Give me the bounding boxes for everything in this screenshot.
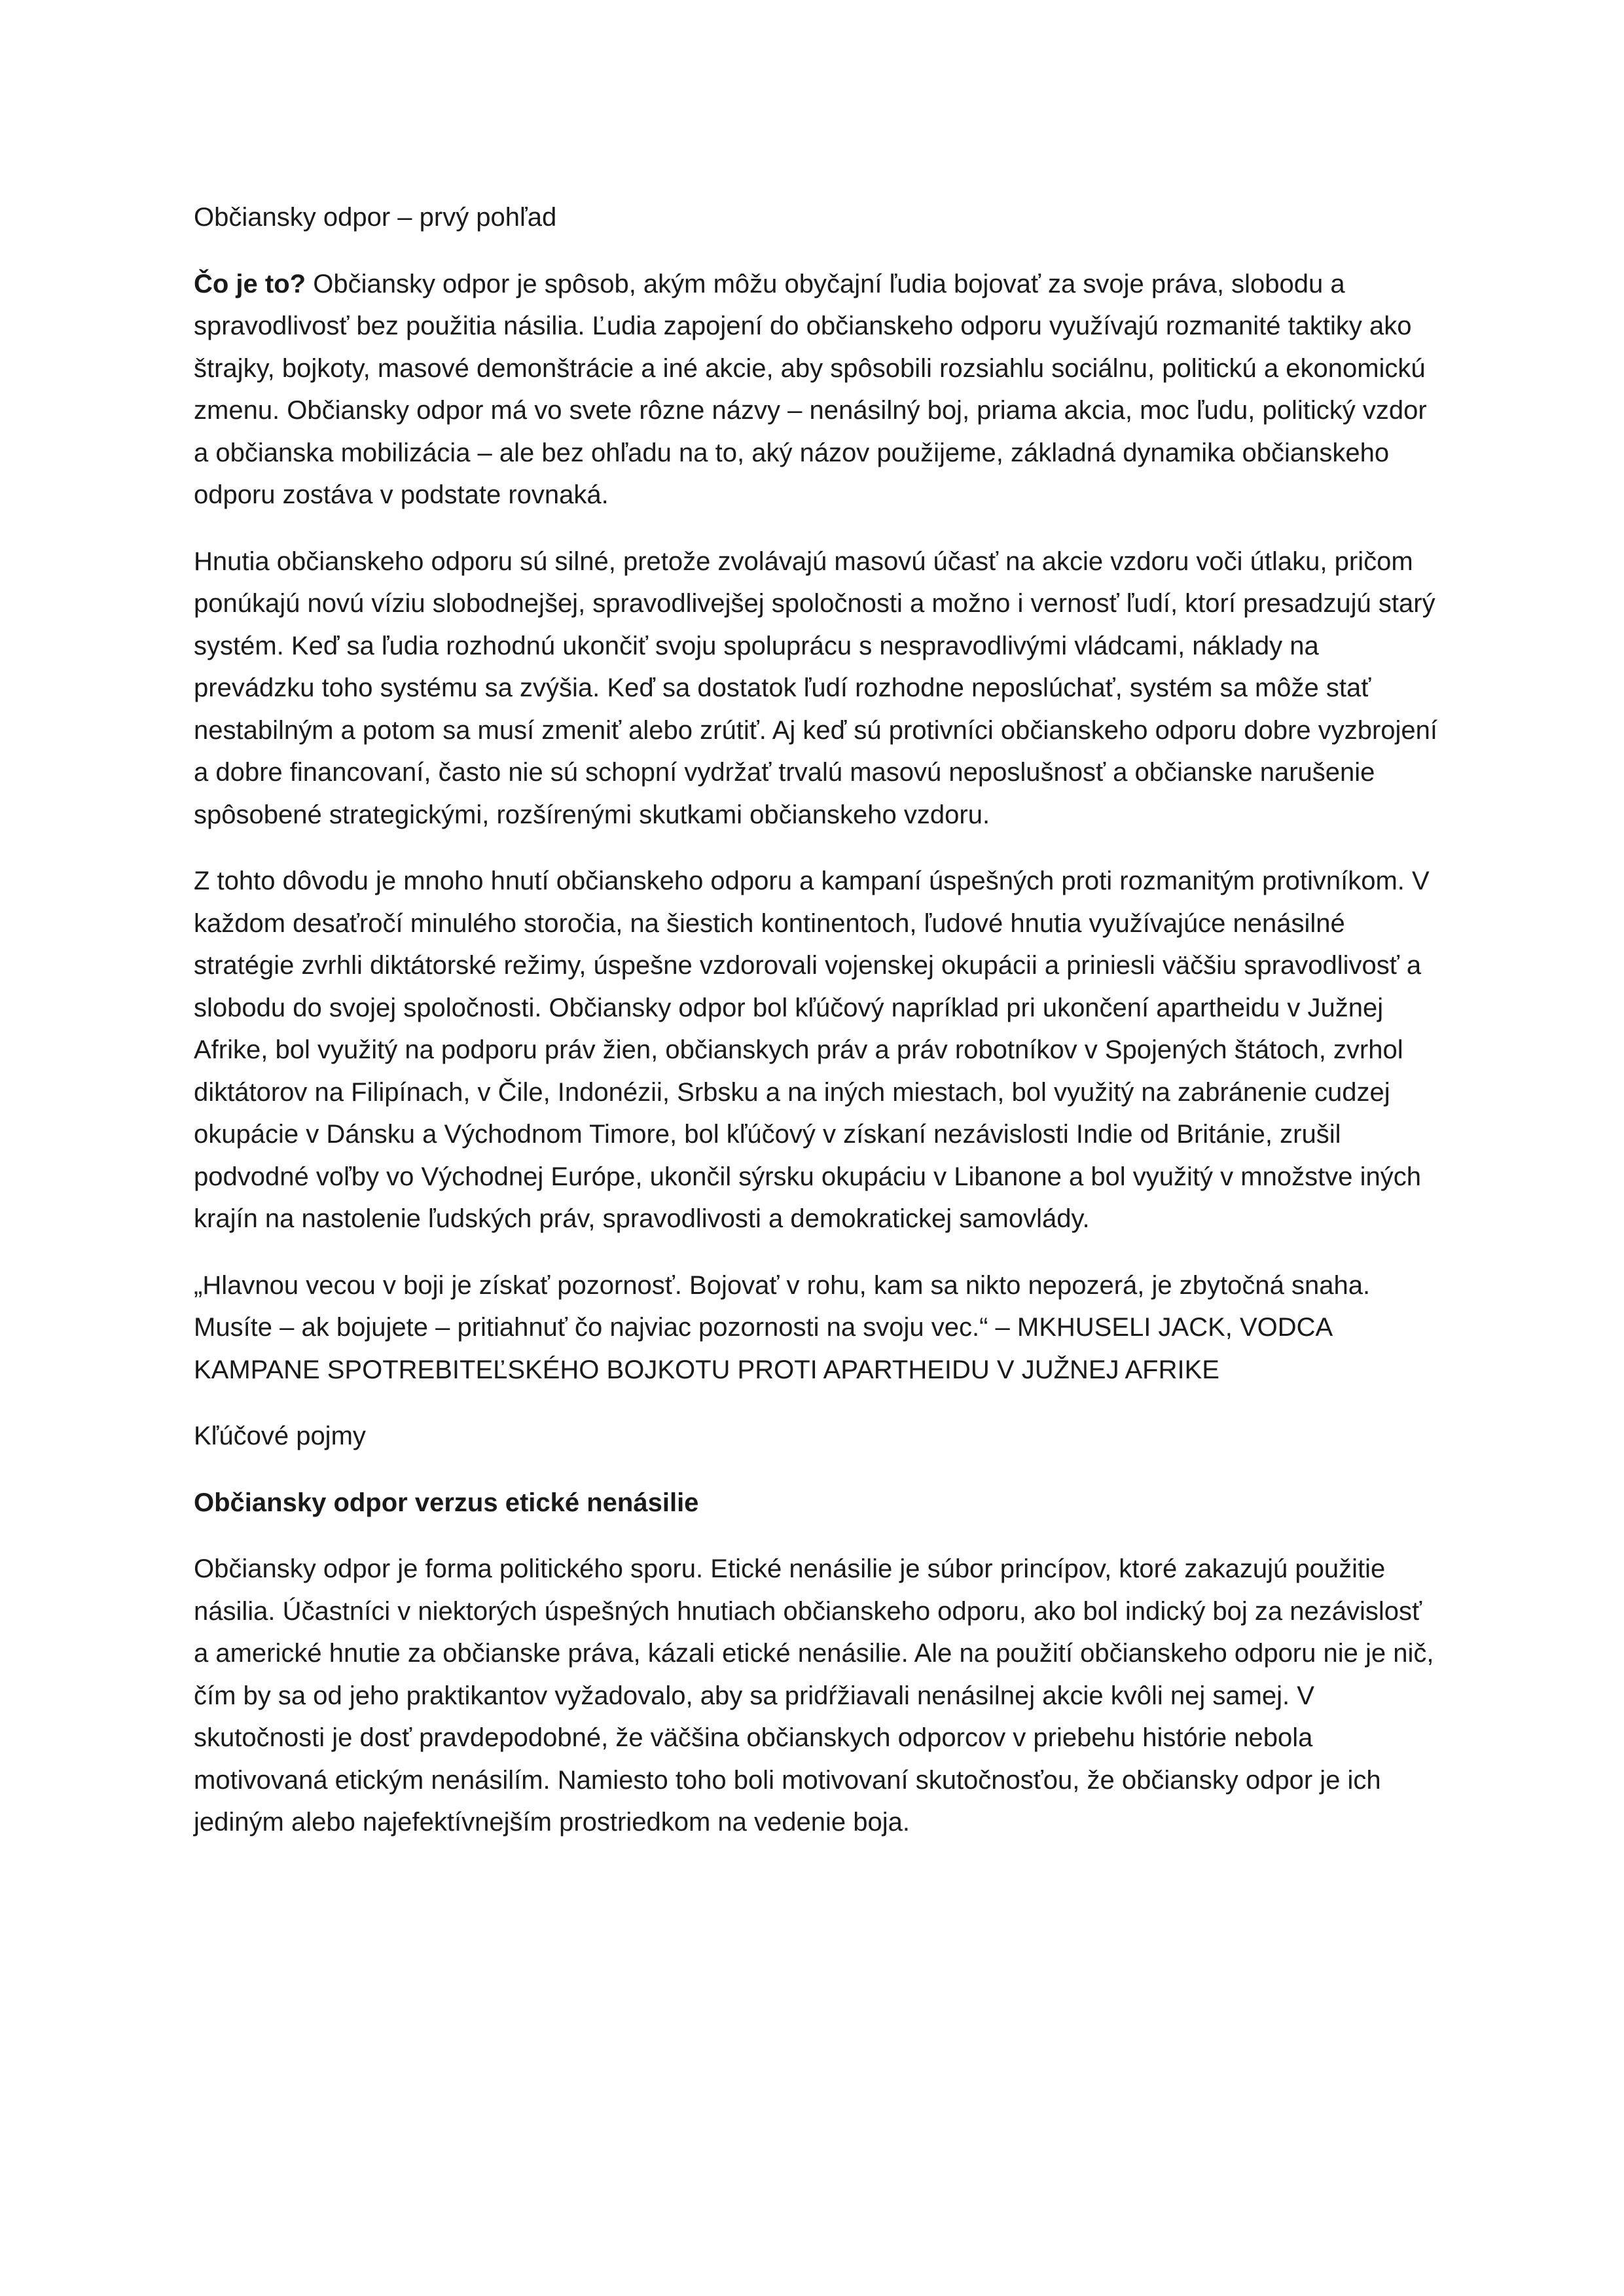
intro-text: Občiansky odpor je spôsob, akým môžu obyčajní ľudia bojovať za svoje práva, slobodu a spravodlivosť bez použitia násilia. Ľudia zapojení do občianskeho odporu využívajú rozmanité taktiky ako štrajky, bojkoty, masové demonštrácie a iné akcie, aby spôsobili rozsiahlu sociálnu, politickú a ekonomickú zmenu. Občiansky odpor má vo svete rôzne názvy – nenásilný boj, priama akcia, moc ľudu, politický vzdor a občianska mobilizácia – ale bez ohľadu na to, aký názov použijeme, základná dynamika občianskeho odporu zostáva v podstate rovnaká. [194,269,1427,509]
paragraph-movements-strength: Hnutia občianskeho odporu sú silné, pretože zvolávajú masovú účasť na akcie vzdoru voči útlaku, pričom ponúkajú novú víziu slobodnejšej, spravodlivejšej spoločnosti a možno i vernosť ľudí, ktorí presadzujú starý systém. Keď sa ľudia rozhodnú ukončiť svoju spoluprácu s nespravodlivými vládcami, náklady na prevádzku toho systému sa zvýšia. Keď sa dostatok ľudí rozhodne neposlúchať, systém sa môže stať nestabilným a potom sa musí zmeniť alebo zrútiť. Aj keď sú protivníci občianskeho odporu dobre vyzbrojení a dobre financovaní, často nie sú schopní vydržať trvalú masovú neposlušnosť a občianske narušenie spôsobené strategickými, rozšírenými skutkami občianskeho vzdoru. [194,547,1437,829]
intro-lead: Čo je to? [194,269,306,298]
paragraph-successful-campaigns: Z tohto dôvodu je mnoho hnutí občianskeho odporu a kampaní úspešných proti rozmanitým protivníkom. V každom desaťročí minulého storočia, na šiestich kontinentoch, ľudové hnutia využívajúce nenásilné stratégie zvrhli diktátorské režimy, úspešne vzdorovali vojenskej okupácii a priniesli väčšiu spravodlivosť a slobodu do svojej spoločnosti. Občiansky odpor bol kľúčový napríklad pri ukončení apartheidu v Južnej Afrike, bol využitý na podporu práv žien, občianskych práv a práv robotníkov v Spojených štátoch, zvrhol diktátorov na Filipínach, v Čile, Indonézii, Srbsku a na iných miestach, bol využitý na zabránenie cudzej okupácie v Dánsku a Východnom Timore, bol kľúčový v získaní nezávislosti Indie od Británie, zrušil podvodné voľby vo Východnej Európe, ukončil sýrsku okupáciu v Libanone a bol využitý v množstve iných krajín na nastolenie ľudských práv, spravodlivosti a demokratickej samovlády. [194,867,1430,1233]
quote-paragraph: „Hlavnou vecou v boji je získať pozornosť. Bojovať v rohu, kam sa nikto nepozerá, je zbytočná snaha. Musíte – ak bojujete – pritiahnuť čo najviac pozornosti na svoju vec.“ – MKHUSELI JACK, VODCA KAMPANE SPOTREBITEĽSKÉHO BOJKOTU PROTI APARTHEIDU V JUŽNEJ AFRIKE [194,1270,1371,1384]
document-title: Občiansky odpor – prvý pohľad [194,203,557,232]
intro-paragraph [194,263,1437,516]
subheading: Občiansky odpor verzus etické nenásilie [194,1488,699,1517]
section-label: Kľúčové pojmy [194,1422,366,1450]
paragraph-ethical-nonviolence: Občiansky odpor je forma politického sporu. Etické nenásilie je súbor princípov, ktoré zakazujú použitie násilia. Účastníci v niektorých úspešných hnutiach občianskeho odporu, ako bol indický boj za nezávislosť a americké hnutie za občianske práva, kázali etické nenásilie. Ale na použití občianskeho odporu nie je nič, čím by sa od jeho praktikantov vyžadovalo, aby sa pridŕžiavali nenásilnej akcie kvôli nej samej. V skutočnosti je dosť pravdepodobné, že väčšina občianskych odporcov v priebehu histórie nebola motivovaná etickým nenásilím. Namiesto toho boli motivovaní skutočnosťou, že občiansky odpor je ich jediným alebo najefektívnejším prostriedkom na vedenie boja. [194,1554,1434,1837]
document-page [194,196,1437,1868]
